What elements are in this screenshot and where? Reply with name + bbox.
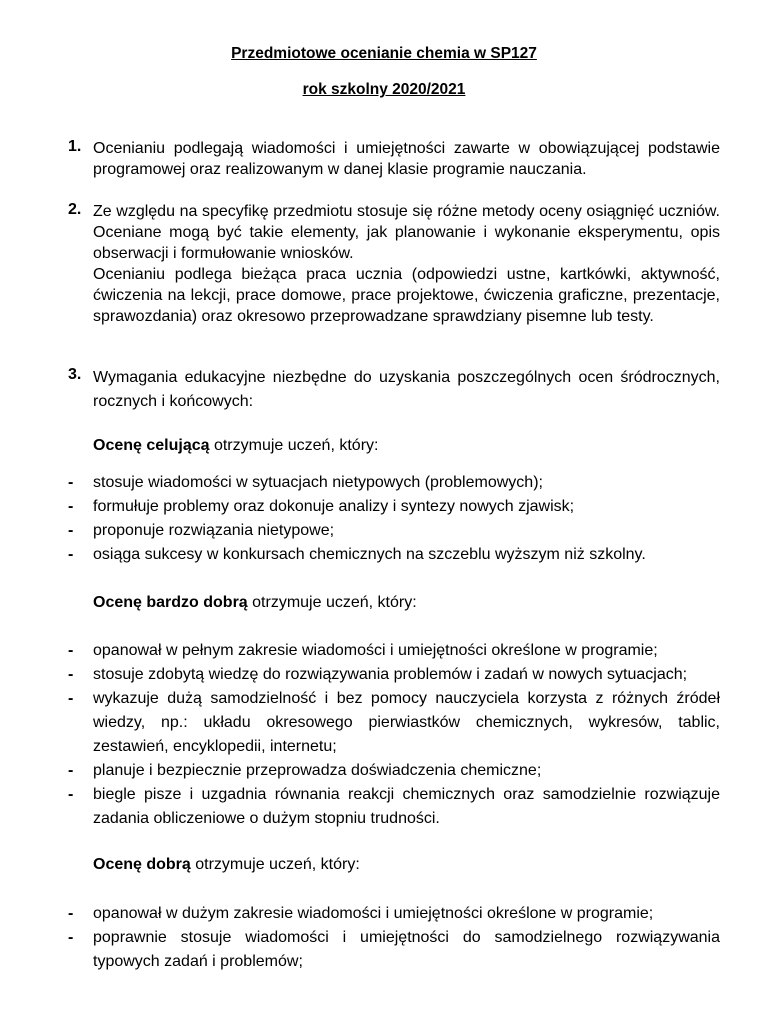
grade-requirements-celujaca <box>68 471 720 567</box>
list-item-text: stosuje wiadomości w sytuacjach nietypowych (problemowych); <box>93 474 543 491</box>
list-item-text: biegle pisze i uzgadnia równania reakcji chemicznych oraz samodzielnie rozwiązuje zadania obliczeniowe o dużym stopniu trudności. <box>93 786 720 827</box>
list-item <box>68 783 720 831</box>
grade-heading-bardzo-dobra <box>93 594 417 612</box>
item-body <box>93 201 720 327</box>
grade-requirements-dobra <box>68 902 720 974</box>
grade-name: Ocenę bardzo dobrą <box>93 594 248 611</box>
item-number: 2. <box>68 201 82 218</box>
dash-bullet: - <box>68 522 74 539</box>
list-item <box>68 902 720 926</box>
list-item-text: proponuje rozwiązania nietypowe; <box>93 522 335 539</box>
list-item <box>68 519 720 543</box>
list-item <box>68 687 720 759</box>
item-paragraph: Wymagania edukacyjne niezbędne do uzyskania poszczególnych ocen śródrocznych, rocznych i końcowych: <box>93 369 720 410</box>
item-body <box>93 138 720 180</box>
list-item <box>68 926 720 974</box>
list-item-text: planuje i bezpiecznie przeprowadza doświadczenia chemiczne; <box>93 762 542 779</box>
dash-bullet: - <box>68 905 74 922</box>
grade-name: Ocenę dobrą <box>93 856 191 873</box>
grade-heading-dobra <box>93 856 360 874</box>
item-paragraph: Ze względu na specyfikę przedmiotu stosuje się różne metody oceny osiągnięć uczniów. Oceniane mogą być takie elementy, jak planowanie i wykonanie eksperymentu, opis obserwacji i formułowanie wniosków. <box>93 203 720 262</box>
grade-suffix: otrzymuje uczeń, który: <box>209 437 379 454</box>
document-subtitle: rok szkolny 2020/2021 <box>302 81 466 98</box>
list-item-text: stosuje zdobytą wiedzę do rozwiązywania problemów i zadań w nowych sytuacjach; <box>93 666 688 683</box>
grade-name: Ocenę celującą <box>93 437 210 454</box>
grade-suffix: otrzymuje uczeń, który: <box>190 856 360 873</box>
list-item <box>68 495 720 519</box>
list-item <box>68 543 720 567</box>
dash-bullet: - <box>68 498 74 515</box>
list-item <box>68 759 720 783</box>
dash-bullet: - <box>68 474 74 491</box>
list-item-text: wykazuje dużą samodzielność i bez pomocy nauczyciela korzysta z różnych źródeł wiedzy, np.: układu okresowego pierwiastków chemicznych, wykresów, tablic, zestawień, encyklopedii, internetu; <box>93 690 720 755</box>
list-item-text: opanował w pełnym zakresie wiadomości i umiejętności określone w programie; <box>93 642 658 659</box>
list-item-text: poprawnie stosuje wiadomości i umiejętności do samodzielnego rozwiązywania typowych zadań i problemów; <box>93 929 720 970</box>
grade-requirements-bardzo-dobra <box>68 639 720 831</box>
item-paragraph: Ocenianiu podlegają wiadomości i umiejętności zawarte w obowiązującej podstawie programowej oraz realizowanym w danej klasie programie nauczania. <box>93 140 720 178</box>
dash-bullet: - <box>68 762 74 779</box>
list-item-text: opanował w dużym zakresie wiadomości i umiejętności określone w programie; <box>93 905 654 922</box>
list-item-text: formułuje problemy oraz dokonuje analizy i syntezy nowych zjawisk; <box>93 498 575 515</box>
item-body <box>93 366 720 414</box>
dash-bullet: - <box>68 929 74 946</box>
numbered-item-2 <box>68 201 720 327</box>
list-item <box>68 663 720 687</box>
list-item <box>68 471 720 495</box>
dash-bullet: - <box>68 690 74 707</box>
item-paragraph: Ocenianiu podlega bieżąca praca ucznia (odpowiedzi ustne, kartkówki, aktywność, ćwiczenia na lekcji, prace domowe, prace projektowe, ćwiczenia graficzne, prezentacje, sprawozdania) oraz okresowo przeprowadzane sprawdziany pisemne lub testy. <box>93 266 720 325</box>
dash-bullet: - <box>68 546 74 563</box>
numbered-item-1 <box>68 138 720 180</box>
item-number: 1. <box>68 138 82 155</box>
item-number: 3. <box>68 366 82 383</box>
grade-suffix: otrzymuje uczeń, który: <box>247 594 417 611</box>
list-item-text: osiąga sukcesy w konkursach chemicznych na szczeblu wyższym niż szkolny. <box>93 546 646 563</box>
numbered-item-3 <box>68 366 720 414</box>
grade-heading-celujaca <box>93 437 378 455</box>
dash-bullet: - <box>68 786 74 803</box>
dash-bullet: - <box>68 666 74 683</box>
document-title: Przedmiotowe ocenianie chemia w SP127 <box>231 45 537 62</box>
list-item <box>68 639 720 663</box>
dash-bullet: - <box>68 642 74 659</box>
